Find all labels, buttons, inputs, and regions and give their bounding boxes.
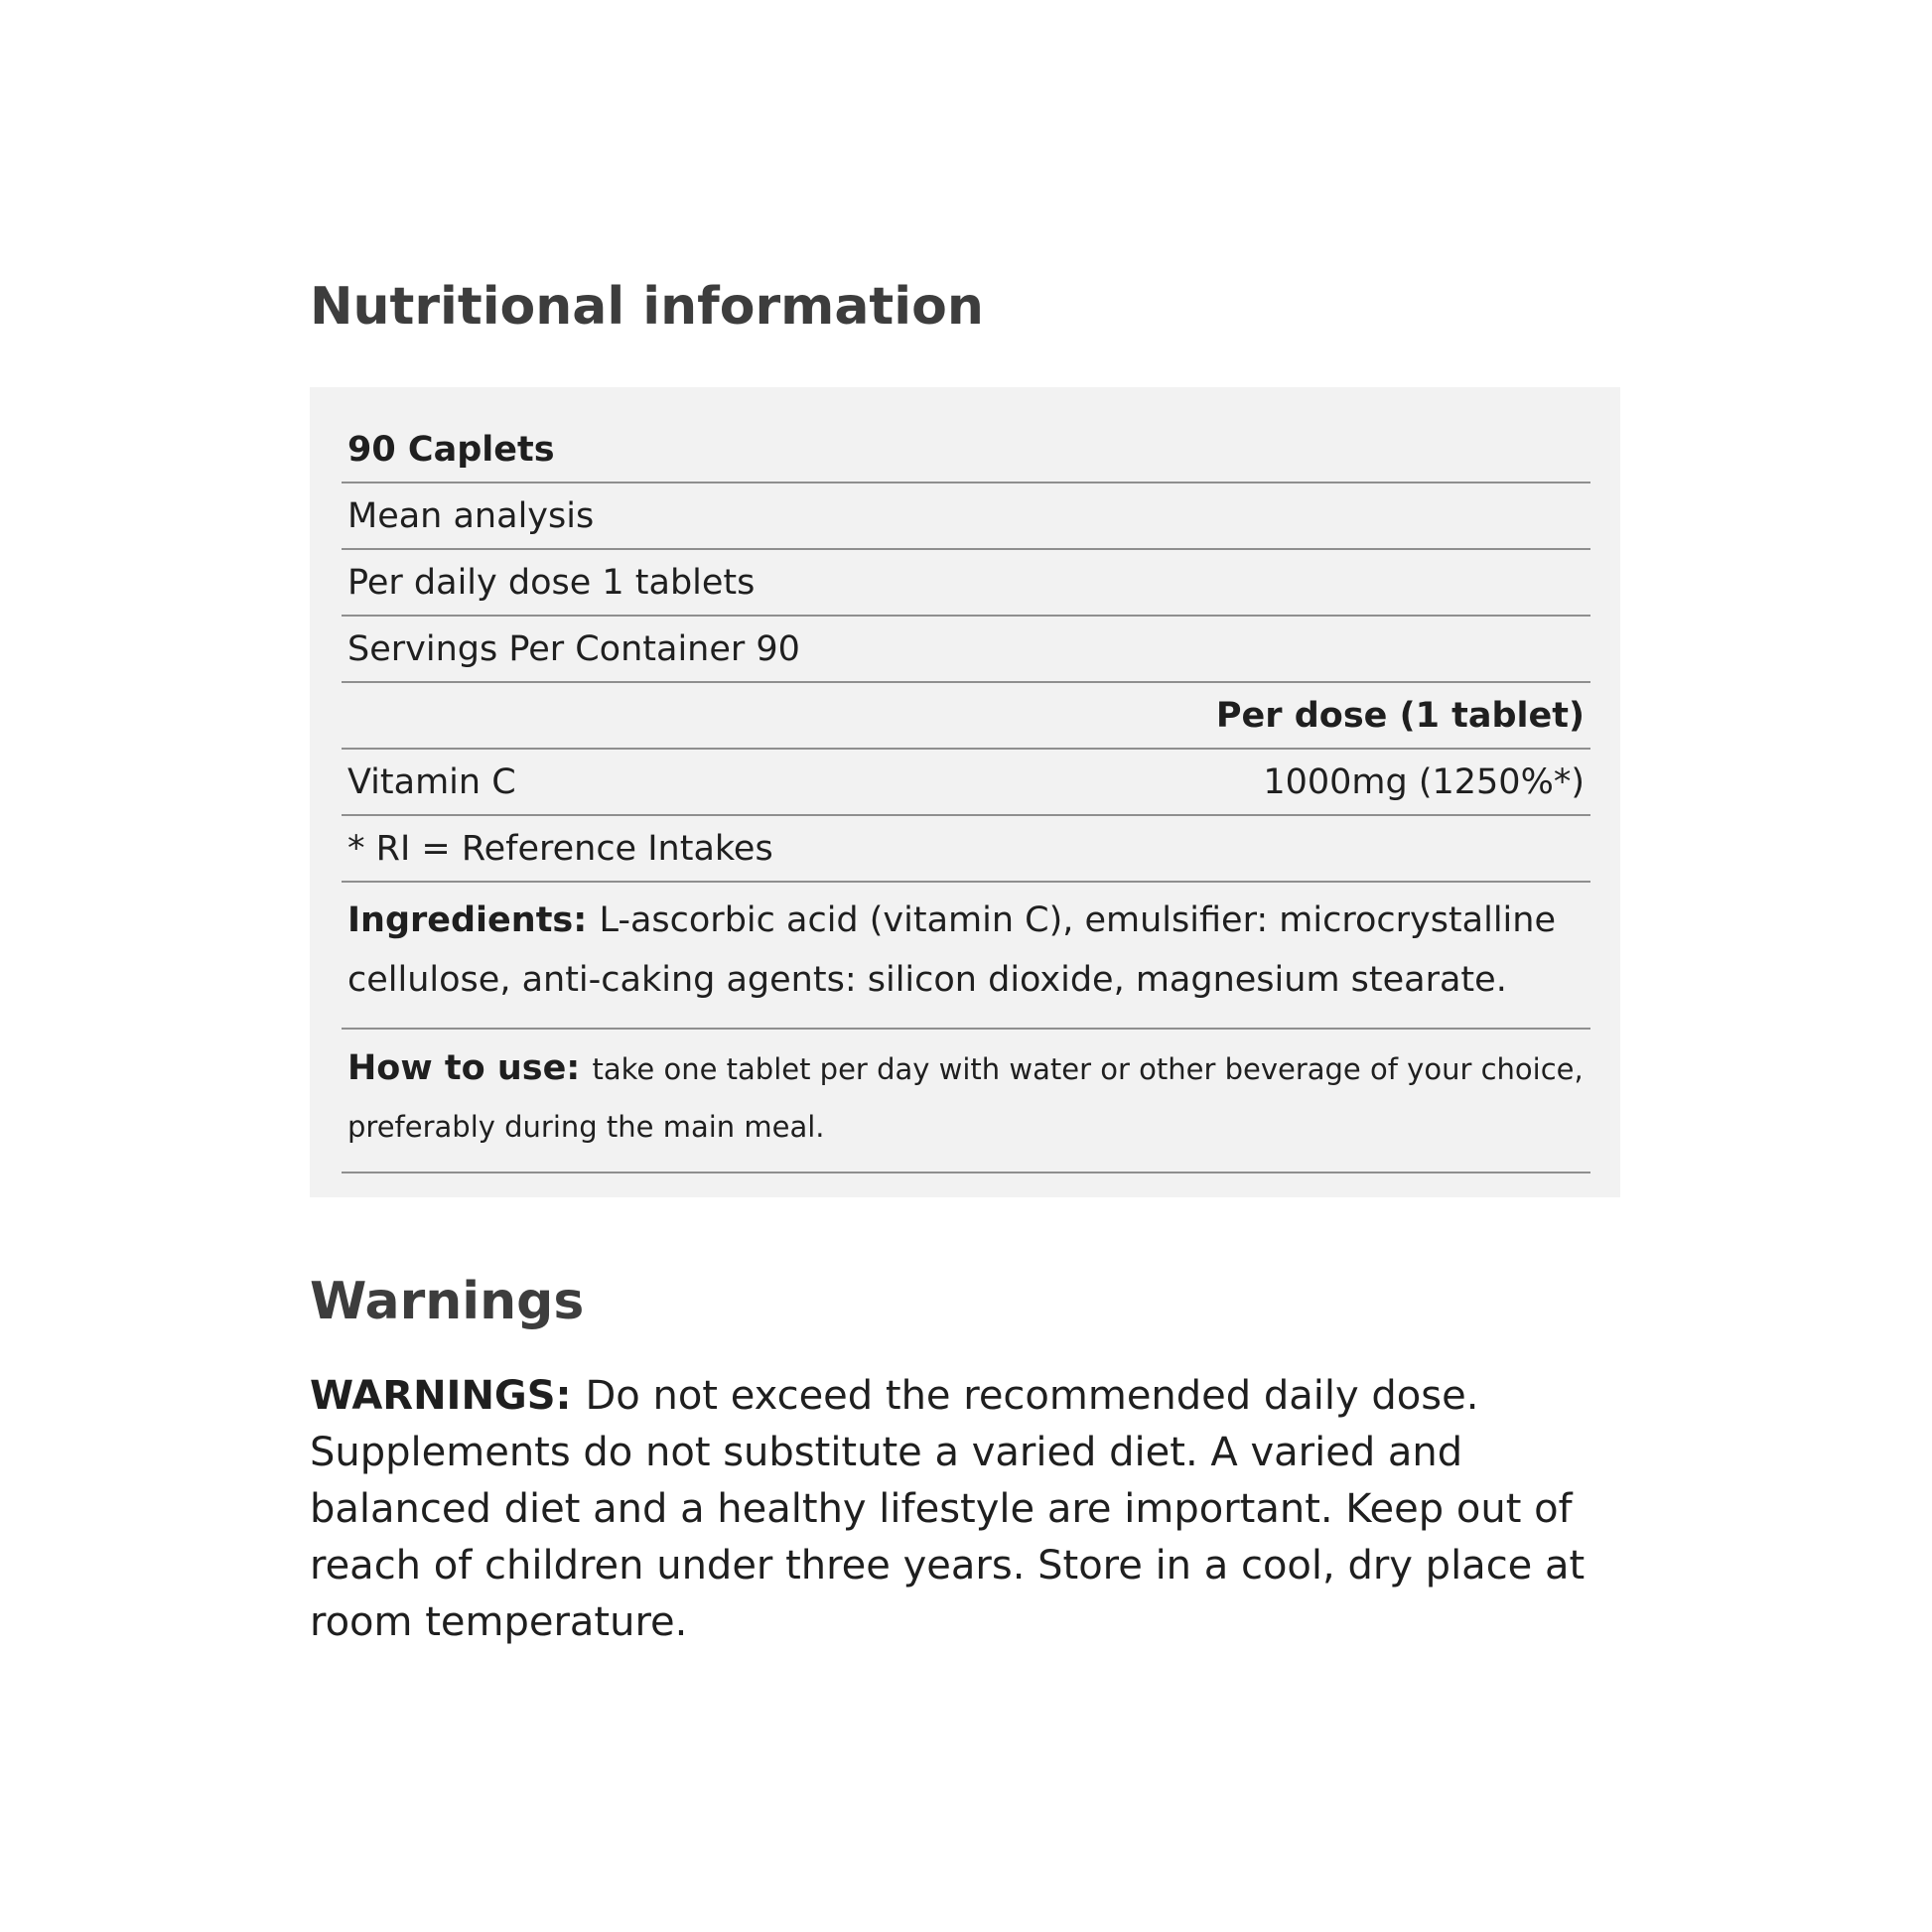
daily-dose-row: [342, 550, 1590, 617]
servings-row: [342, 617, 1590, 683]
warnings-label: WARNINGS:: [310, 1373, 586, 1419]
nutrient-value: 1000mg (1250%*): [1263, 761, 1585, 802]
package-size-row: [342, 417, 1590, 483]
how-to-use-row: [342, 1030, 1590, 1173]
warnings-text: Do not exceed the recommended daily dose. Supplements do not substitute a varied diet. A varied and balanced diet and a healthy lifestyle are important. Keep out of reach of children under three years. Store in a cool, dry place at room temperature.: [310, 1373, 1586, 1645]
how-to-use-text: take one tablet per day with water or other beverage of your choice, preferably during the main meal.: [347, 1052, 1584, 1144]
how-to-use-label: How to use:: [347, 1048, 593, 1088]
nutrition-facts-panel: [310, 387, 1620, 1197]
servings-label: Servings Per Container 90: [347, 628, 800, 669]
mean-analysis-row: [342, 483, 1590, 550]
ri-note: * RI = Reference Intakes: [347, 828, 773, 869]
ingredients-row: [342, 883, 1590, 1030]
nutrient-row-vitamin-c: [342, 750, 1590, 816]
warnings-heading: Warnings: [310, 1272, 585, 1331]
per-dose-header: Per dose (1 tablet): [1215, 695, 1585, 736]
ingredients-text: L-ascorbic acid (vitamin C), emulsifier: microcrystalline cellulose, anti-caking agents: silicon dioxide, magnesium stearate.: [347, 900, 1556, 1000]
warnings-paragraph: [310, 1368, 1640, 1651]
nutrition-facts-table: [342, 417, 1590, 1173]
ingredients-label: Ingredients:: [347, 900, 600, 940]
package-size: 90 Caplets: [347, 429, 555, 470]
per-dose-header-row: [342, 683, 1590, 750]
daily-dose-label: Per daily dose 1 tablets: [347, 562, 756, 603]
nutrient-name: Vitamin C: [347, 761, 516, 802]
mean-analysis-label: Mean analysis: [347, 495, 595, 536]
ri-note-row: [342, 816, 1590, 883]
nutritional-information-heading: Nutritional information: [310, 277, 984, 337]
